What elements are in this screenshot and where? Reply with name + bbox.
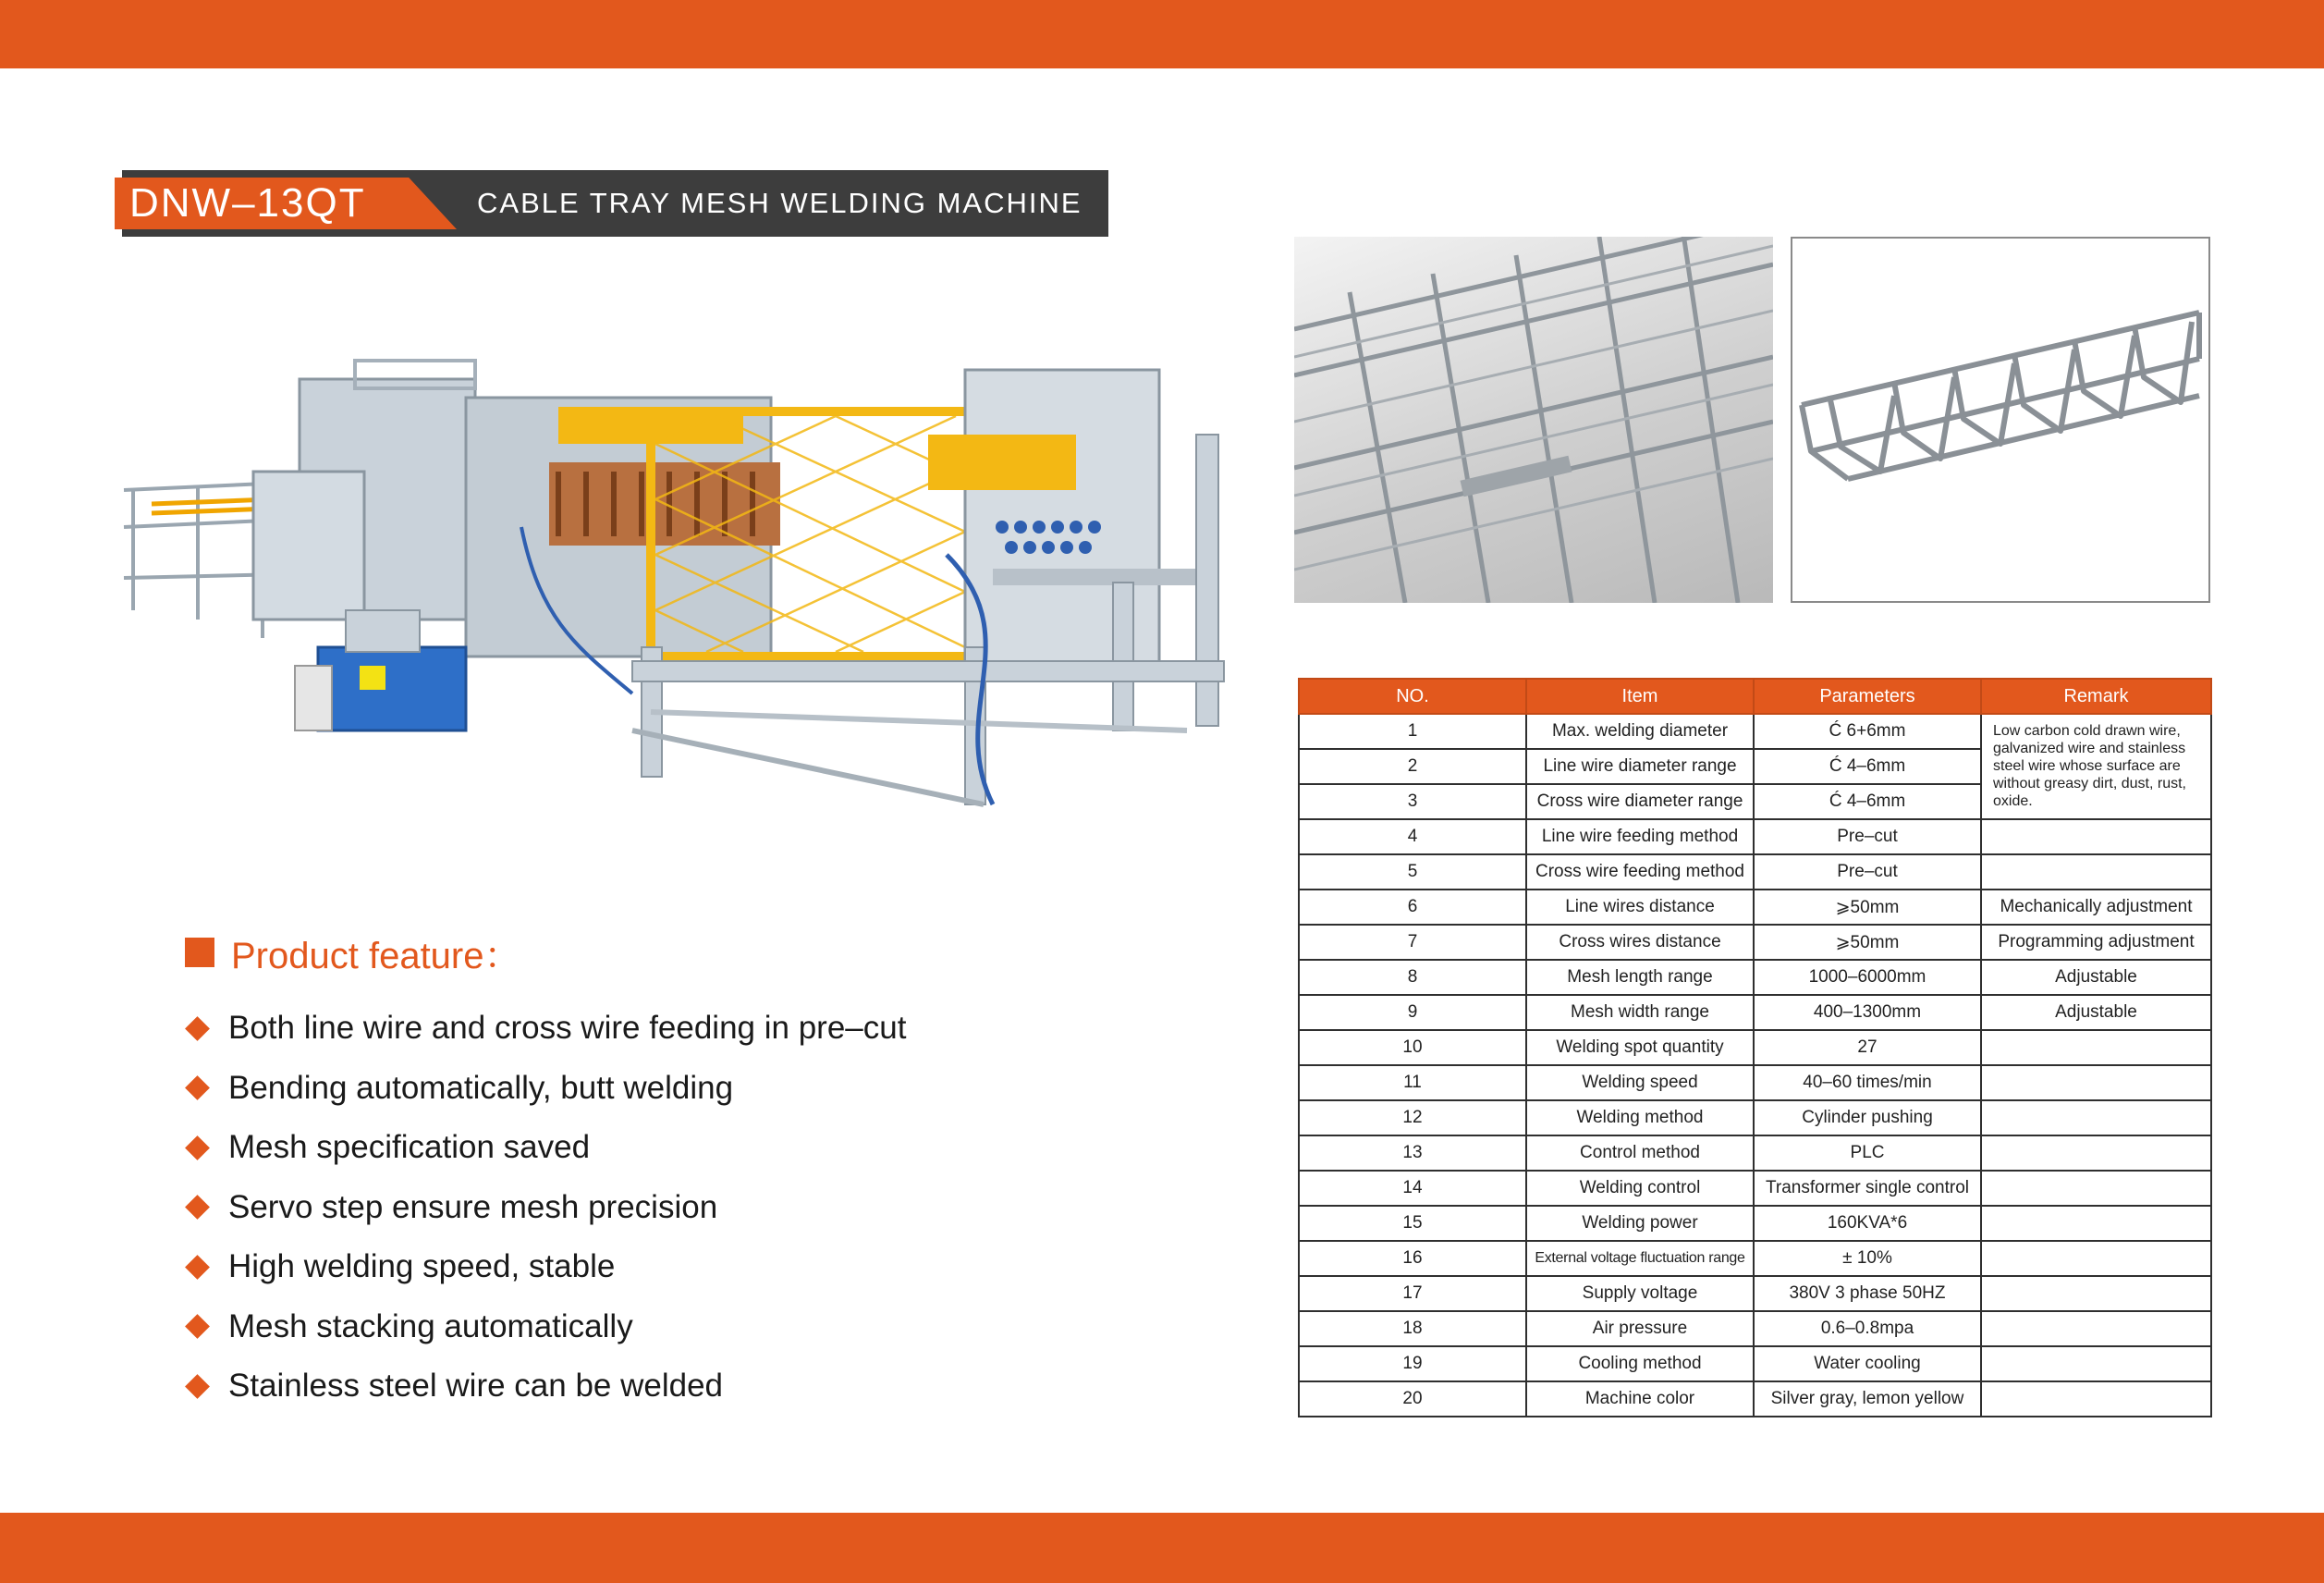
cell-item: Line wire diameter range: [1526, 749, 1754, 784]
cell-param: 40–60 times/min: [1754, 1065, 1981, 1100]
table-row: [1299, 1171, 2211, 1206]
cell-remark: [1981, 1346, 2211, 1381]
table-row: [1299, 854, 2211, 890]
feature-list: [185, 999, 906, 1417]
cell-no: 20: [1299, 1381, 1526, 1417]
cell-param: 400–1300mm: [1754, 995, 1981, 1030]
table-row: [1299, 890, 2211, 925]
cell-remark: [1981, 1381, 2211, 1417]
cell-param: Pre–cut: [1754, 819, 1981, 854]
cell-item: Cross wire diameter range: [1526, 784, 1754, 819]
cable-tray-product-photo: [1791, 237, 2210, 603]
table-row: [1299, 1065, 2211, 1100]
specification-table: [1298, 678, 2212, 1417]
cell-param: Pre–cut: [1754, 854, 1981, 890]
cell-remark: [1981, 1100, 2211, 1135]
table-header-row: [1299, 679, 2211, 714]
cell-param: Transformer single control: [1754, 1171, 1981, 1206]
cell-item: Welding power: [1526, 1206, 1754, 1241]
column-header-item: Item: [1526, 679, 1754, 714]
table-row: [1299, 1135, 2211, 1171]
table-row: [1299, 1381, 2211, 1417]
bottom-accent-band: [0, 1513, 2324, 1583]
cell-item: Supply voltage: [1526, 1276, 1754, 1311]
feature-heading: [185, 926, 521, 978]
cell-param: Ć 4–6mm: [1754, 749, 1981, 784]
cell-item: External voltage fluctuation range: [1526, 1241, 1754, 1276]
diamond-bullet-icon: [185, 1255, 210, 1280]
feature-item: Stainless steel wire can be welded: [185, 1356, 906, 1417]
cell-param: ⩾50mm: [1754, 925, 1981, 960]
model-number: DNW–13QT: [129, 180, 366, 226]
table-row: [1299, 960, 2211, 995]
cell-remark: [1981, 854, 2211, 890]
table-row: [1299, 1346, 2211, 1381]
feature-item: Servo step ensure mesh precision: [185, 1178, 906, 1238]
cable-tray-installed-photo: [1294, 237, 1773, 603]
feature-item: Bending automatically, butt welding: [185, 1059, 906, 1119]
column-header-remark: Remark: [1981, 679, 2211, 714]
cell-remark: Low carbon cold drawn wire, galvanized wire and stainless steel wire whose surface are without greasy dirt, dust, rust, oxide.: [1981, 714, 2211, 819]
cell-no: 6: [1299, 890, 1526, 925]
column-header-no: NO.: [1299, 679, 1526, 714]
cell-param: Ć 6+6mm: [1754, 714, 1981, 749]
cell-item: Air pressure: [1526, 1311, 1754, 1346]
cell-item: Welding control: [1526, 1171, 1754, 1206]
cell-param: Ć 4–6mm: [1754, 784, 1981, 819]
column-header-parameters: Parameters: [1754, 679, 1981, 714]
cell-param: 0.6–0.8mpa: [1754, 1311, 1981, 1346]
diamond-bullet-icon: [185, 1075, 210, 1100]
cell-item: Cross wire feeding method: [1526, 854, 1754, 890]
table-row: [1299, 1206, 2211, 1241]
table-row: [1299, 925, 2211, 960]
cell-item: Line wires distance: [1526, 890, 1754, 925]
cell-remark: [1981, 1276, 2211, 1311]
cell-remark: Adjustable: [1981, 960, 2211, 995]
cell-no: 12: [1299, 1100, 1526, 1135]
diamond-bullet-icon: [185, 1016, 210, 1041]
top-accent-band: [0, 0, 2324, 68]
cell-param: ± 10%: [1754, 1241, 1981, 1276]
title-bar: [115, 170, 1108, 237]
cell-no: 10: [1299, 1030, 1526, 1065]
cell-remark: [1981, 1065, 2211, 1100]
cell-param: Silver gray, lemon yellow: [1754, 1381, 1981, 1417]
cell-remark: [1981, 1135, 2211, 1171]
table-row: [1299, 1276, 2211, 1311]
table-row: [1299, 1100, 2211, 1135]
cell-no: 15: [1299, 1206, 1526, 1241]
cell-no: 4: [1299, 819, 1526, 854]
cell-remark: Programming adjustment: [1981, 925, 2211, 960]
cell-item: Welding method: [1526, 1100, 1754, 1135]
cell-remark: [1981, 1241, 2211, 1276]
cell-item: Cross wires distance: [1526, 925, 1754, 960]
cell-param: Water cooling: [1754, 1346, 1981, 1381]
cell-no: 13: [1299, 1135, 1526, 1171]
cell-no: 17: [1299, 1276, 1526, 1311]
diamond-bullet-icon: [185, 1374, 210, 1399]
cell-remark: [1981, 1206, 2211, 1241]
table-row: [1299, 714, 2211, 749]
cell-no: 7: [1299, 925, 1526, 960]
cell-remark: [1981, 819, 2211, 854]
feature-item: High welding speed, stable: [185, 1237, 906, 1297]
cell-item: Cooling method: [1526, 1346, 1754, 1381]
diamond-bullet-icon: [185, 1314, 210, 1339]
cell-param: 380V 3 phase 50HZ: [1754, 1276, 1981, 1311]
cell-item: Welding speed: [1526, 1065, 1754, 1100]
cell-remark: Mechanically adjustment: [1981, 890, 2211, 925]
cell-item: Mesh width range: [1526, 995, 1754, 1030]
feature-title: Product feature：: [231, 935, 521, 976]
cell-item: Machine color: [1526, 1381, 1754, 1417]
orange-square-bullet: [185, 938, 214, 967]
cell-no: 18: [1299, 1311, 1526, 1346]
cell-no: 1: [1299, 714, 1526, 749]
diamond-bullet-icon: [185, 1135, 210, 1160]
cell-remark: [1981, 1171, 2211, 1206]
table-row: [1299, 819, 2211, 854]
feature-item: Both line wire and cross wire feeding in pre–cut: [185, 999, 906, 1059]
machine-name: CABLE TRAY MESH WELDING MACHINE: [477, 187, 1082, 219]
table-row: [1299, 995, 2211, 1030]
cell-param: 160KVA*6: [1754, 1206, 1981, 1241]
cell-param: 27: [1754, 1030, 1981, 1065]
cell-item: Welding spot quantity: [1526, 1030, 1754, 1065]
cell-remark: [1981, 1311, 2211, 1346]
cell-item: Mesh length range: [1526, 960, 1754, 995]
cell-remark: Adjustable: [1981, 995, 2211, 1030]
feature-item: Mesh specification saved: [185, 1118, 906, 1178]
cell-item: Control method: [1526, 1135, 1754, 1171]
table-row: [1299, 1030, 2211, 1065]
cell-param: PLC: [1754, 1135, 1981, 1171]
cell-param: 1000–6000mm: [1754, 960, 1981, 995]
cell-no: 14: [1299, 1171, 1526, 1206]
cell-no: 2: [1299, 749, 1526, 784]
feature-item: Mesh stacking automatically: [185, 1297, 906, 1357]
table-row: [1299, 1311, 2211, 1346]
cell-no: 19: [1299, 1346, 1526, 1381]
cell-item: Line wire feeding method: [1526, 819, 1754, 854]
table-row: [1299, 1241, 2211, 1276]
cell-remark: [1981, 1030, 2211, 1065]
cell-param: ⩾50mm: [1754, 890, 1981, 925]
cell-param: Cylinder pushing: [1754, 1100, 1981, 1135]
cell-item: Max. welding diameter: [1526, 714, 1754, 749]
machine-illustration: [115, 342, 1266, 860]
diamond-bullet-icon: [185, 1195, 210, 1220]
cell-no: 8: [1299, 960, 1526, 995]
cell-no: 5: [1299, 854, 1526, 890]
cell-no: 16: [1299, 1241, 1526, 1276]
cell-no: 9: [1299, 995, 1526, 1030]
cell-no: 3: [1299, 784, 1526, 819]
cell-no: 11: [1299, 1065, 1526, 1100]
